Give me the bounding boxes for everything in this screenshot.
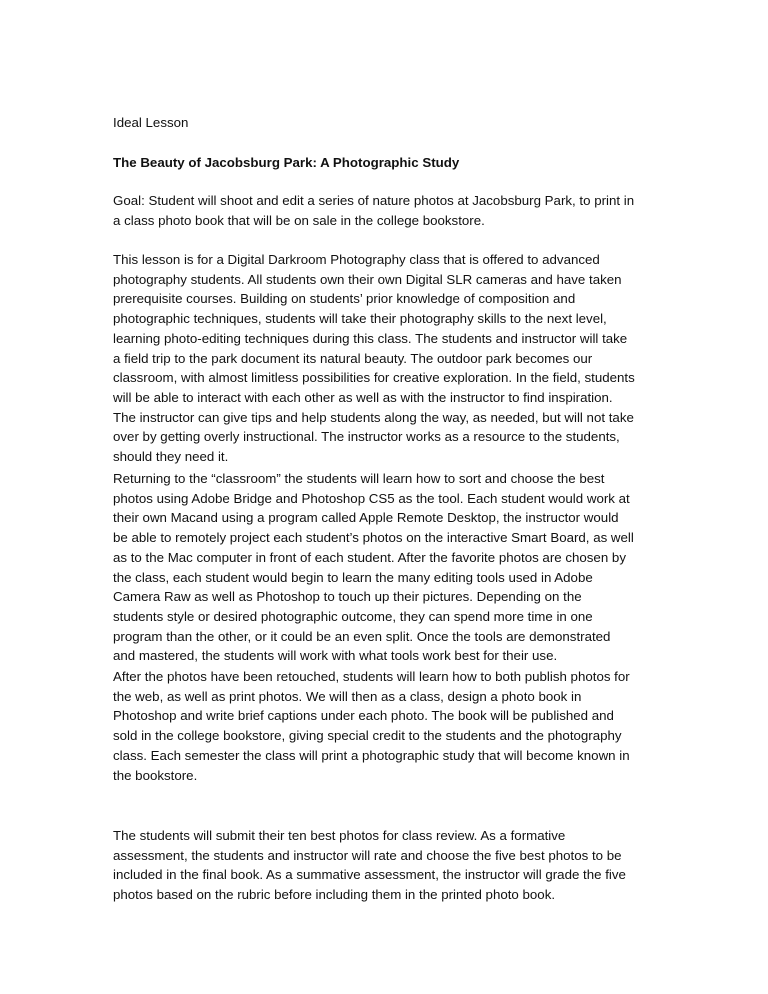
text-line: After the photos have been retouched, students will learn how to both publish photos for [113, 669, 630, 684]
text-line: a class photo book that will be on sale in the college bookstore. [113, 212, 485, 228]
text-line: Photoshop and write brief captions under each photo. The book will be published and [113, 708, 614, 724]
text-line: photographic techniques, students will take their photography skills to the next level, [113, 311, 607, 327]
text-line: Returning to the “classroom” the students will learn how to sort and choose the best [113, 471, 605, 486]
text-line: students style or desired photographic outcome, they can spend more time in one [113, 608, 593, 624]
text-line: the bookstore. [113, 767, 198, 783]
document-title: The Beauty of Jacobsburg Park: A Photographic Study [113, 155, 460, 170]
text-line: photography students. All students own their own Digital SLR cameras and have taken [113, 271, 622, 287]
paragraph-classroom [113, 469, 673, 666]
text-line: their own Macand using a program called Apple Remote Desktop, the instructor would [113, 510, 619, 526]
text-line: classroom, with almost limitless possibilities for creative exploration. In the field, students [113, 370, 635, 386]
text-line: photos using Adobe Bridge and Photoshop CS5 as the tool. Each student would work at [113, 490, 630, 506]
text-line: photos based on the rubric before including them in the printed photo book. [113, 887, 556, 903]
text-line: and mastered, the students will work with what tools work best for their use. [113, 648, 558, 664]
text-line: Camera Raw as well as Photoshop to touch up their pictures. Depending on the [113, 589, 582, 605]
text-line: as to the Mac computer in front of each student. After the favorite photos are chosen by [113, 549, 626, 565]
text-line: should they need it. [113, 449, 229, 465]
text-line: prerequisite courses. Building on students’ prior knowledge of composition and [113, 291, 576, 307]
text-line: the class, each student would begin to learn the many editing tools used in Adobe [113, 569, 593, 585]
text-line: assessment, the students and instructor will rate and choose the five best photos to be [113, 847, 622, 863]
text-line: over by getting overly instructional. The instructor works as a resource to the students, [113, 429, 620, 445]
paragraph-lesson-overview [113, 250, 673, 467]
text-line: sold in the college bookstore, giving special credit to the students and the photography [113, 728, 622, 744]
text-line: will be able to interact with each other as well as with the instructor to find inspiration. [113, 389, 613, 405]
text-line: class. Each semester the class will print a photographic study that will become known in [113, 747, 630, 763]
text-line: This lesson is for a Digital Darkroom Photography class that is offered to advanced [113, 252, 600, 267]
paragraph-assessment [113, 826, 673, 905]
text-line: a field trip to the park document its natural beauty. The outdoor park becomes our [113, 350, 593, 366]
text-line: The instructor can give tips and help students along the way, as needed, but will not take [113, 409, 634, 425]
text-line: program than the other, or it could be an even split. Once the tools are demonstrated [113, 628, 611, 644]
paragraph-publishing [113, 667, 673, 785]
document-heading: Ideal Lesson [113, 115, 189, 130]
text-line: be able to remotely project each student’s photos on the interactive Smart Board, as well [113, 530, 634, 546]
paragraph-goal [113, 191, 673, 230]
text-line: the web, as well as print photos. We will then as a class, design a photo book in [113, 688, 582, 704]
text-line: included in the final book. As a summative assessment, the instructor will grade the five [113, 867, 626, 883]
text-line: The students will submit their ten best photos for class review. As a formative [113, 828, 566, 843]
text-line: Goal: Student will shoot and edit a series of nature photos at Jacobsburg Park, to print in [113, 193, 635, 208]
text-line: learning photo-editing techniques during this class. The students and instructor will take [113, 330, 628, 346]
